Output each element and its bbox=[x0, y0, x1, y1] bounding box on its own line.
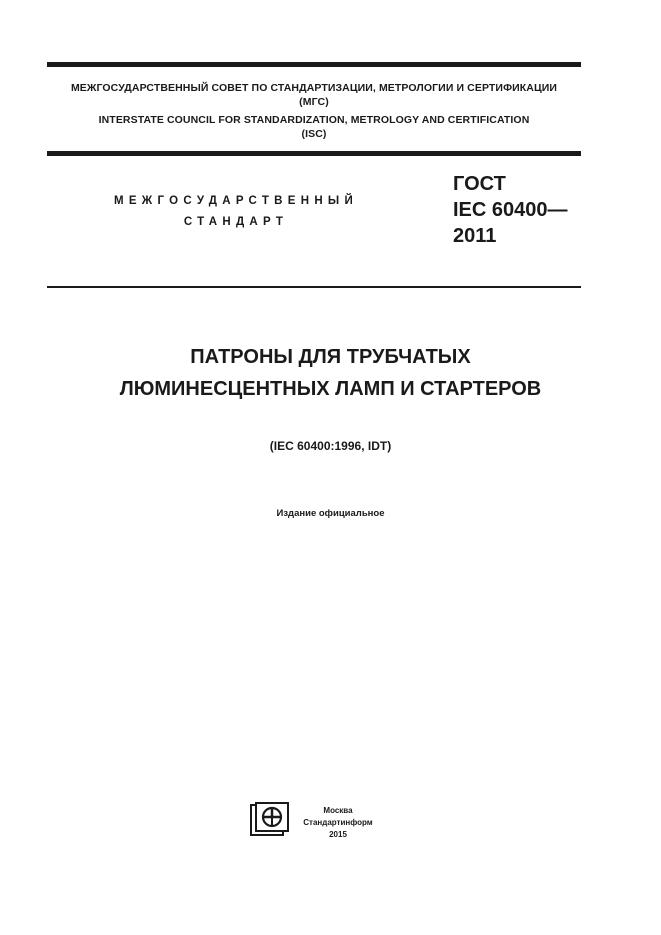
council-name-ru-line: МЕЖГОСУДАРСТВЕННЫЙ СОВЕТ ПО СТАНДАРТИЗАЦИИ, МЕТРОЛОГИИ И СЕРТИФИКАЦИИ bbox=[70, 82, 558, 94]
title-line2: ЛЮМИНЕСЦЕНТНЫХ ЛАМП И СТАРТЕРОВ bbox=[119, 378, 542, 400]
council-name-en-line: INTERSTATE COUNCIL FOR STANDARDIZATION, METROLOGY AND CERTIFICATION bbox=[98, 114, 530, 126]
council-name-ru bbox=[47, 81, 581, 109]
standard-designation bbox=[453, 171, 568, 249]
title-line1: ПАТРОНЫ ДЛЯ ТРУБЧАТЫХ bbox=[190, 346, 471, 368]
iec-reference: (IEC 60400:1996, IDT) bbox=[269, 439, 392, 453]
council-name-en bbox=[47, 113, 581, 141]
thin-divider bbox=[47, 286, 581, 288]
edition-label: Издание официальное bbox=[276, 508, 385, 519]
document-title bbox=[47, 341, 614, 405]
standard-type-line1: МЕЖГОСУДАРСТВЕННЫЙ bbox=[113, 195, 359, 207]
standartinform-logo-icon bbox=[250, 802, 290, 836]
standard-type bbox=[96, 191, 376, 233]
council-abbr-ru: (МГС) bbox=[299, 96, 329, 108]
publisher-block bbox=[296, 805, 380, 841]
standard-type-line2: СТАНДАРТ bbox=[183, 216, 289, 228]
middle-divider bbox=[47, 151, 581, 156]
publisher-name: Стандартинформ bbox=[303, 818, 373, 827]
designation-line2: IEC 60400— bbox=[453, 199, 568, 221]
top-divider bbox=[47, 62, 581, 67]
designation-line1: ГОСТ bbox=[453, 173, 506, 195]
logo-graphic bbox=[250, 802, 290, 836]
publisher-year: 2015 bbox=[329, 830, 347, 839]
designation-line3: 2011 bbox=[453, 225, 497, 247]
publisher-city: Москва bbox=[323, 806, 353, 815]
council-abbr-en: (ISC) bbox=[301, 128, 327, 140]
